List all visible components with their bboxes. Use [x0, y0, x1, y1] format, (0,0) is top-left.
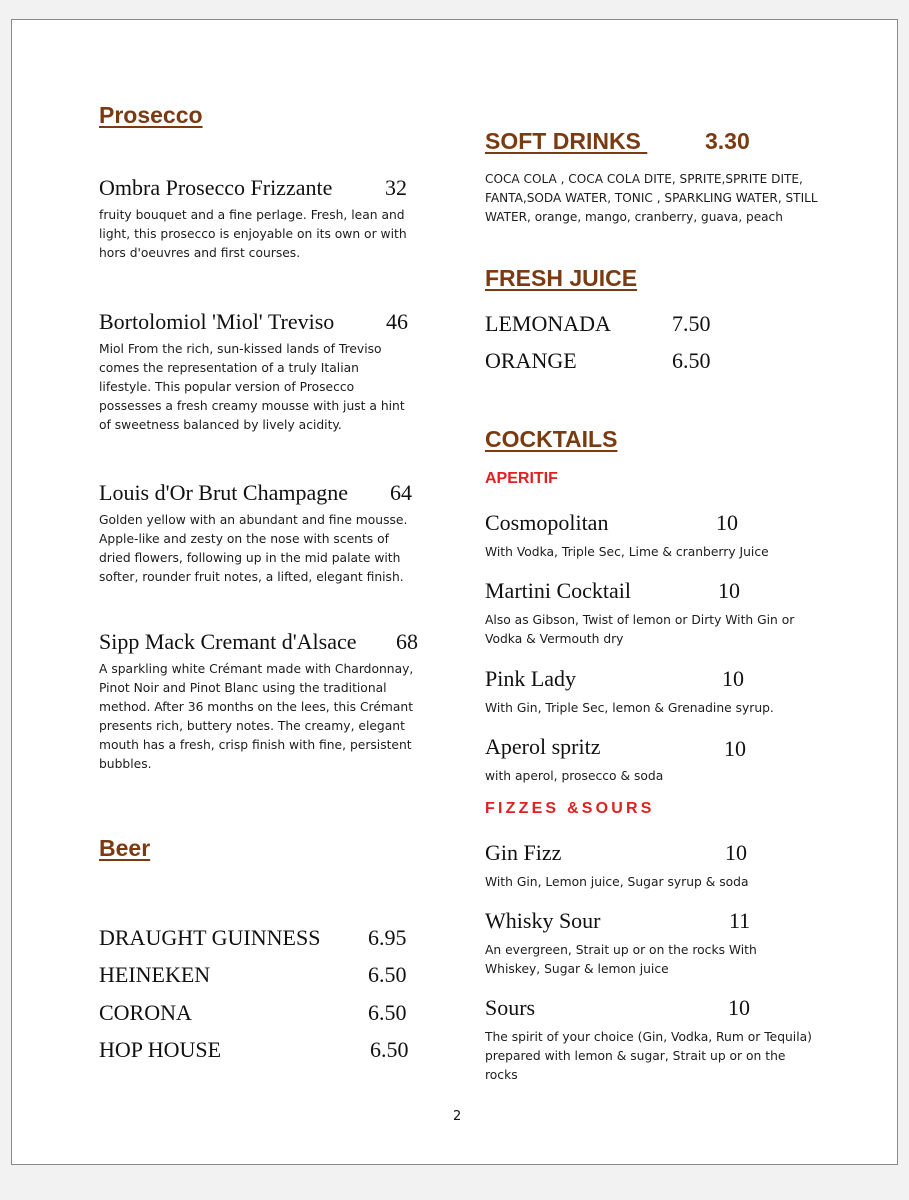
prosecco-item-desc: A sparkling white Crémant made with Chardonnay, Pinot Noir and Pinot Blanc using the traditional method. After 36 months on the lees, this Crémant presents rich, buttery notes. The creamy, elegant mouth has a fresh, crisp finish with fine, persistent bubbles.	[99, 662, 414, 771]
cocktail-price: 10	[718, 578, 740, 603]
prosecco-item-price: 68	[396, 629, 418, 654]
prosecco-item-name: Bortolomiol 'Miol' Treviso	[99, 309, 335, 334]
cocktail-name: Gin Fizz	[485, 840, 562, 865]
beer-item-price: 6.50	[370, 1037, 409, 1062]
beer-item-price: 6.50	[368, 962, 407, 987]
fresh-juice-heading: FRESH JUICE	[485, 265, 638, 291]
cocktail-price: 11	[729, 908, 751, 933]
juice-item-price: 7.50	[672, 311, 711, 336]
cocktail-desc: With Gin, Lemon juice, Sugar syrup & soda	[485, 875, 749, 889]
soft-drinks-desc: COCA COLA , COCA COLA DITE, SPRITE,SPRITE DITE, FANTA,SODA WATER, TONIC , SPARKLING WATER, STILL WATER, orange, mango, cranberry, guava, peach	[485, 172, 818, 224]
juice-item-name: ORANGE	[485, 348, 577, 373]
beer-item-name: HEINEKEN	[99, 962, 211, 987]
cocktail-desc: With Vodka, Triple Sec, Lime & cranberry Juice	[485, 545, 769, 559]
page-number: 2	[453, 1109, 462, 1124]
cocktail-name: Aperol spritz	[485, 734, 601, 759]
prosecco-item-desc: Golden yellow with an abundant and fine mousse. Apple-like and zesty on the nose with scents of dried flowers, following up in the mid palate with softer, rounder fruit notes, a lifted, elegant finish.	[99, 513, 408, 584]
beer-item-name: CORONA	[99, 1000, 192, 1025]
menu-page	[11, 19, 898, 1165]
fizzes-subheading: FIZZES &SOURS	[485, 800, 655, 817]
prosecco-item-price: 32	[385, 175, 407, 200]
cocktail-price: 10	[725, 840, 747, 865]
cocktails-heading: COCKTAILS	[485, 426, 618, 452]
soft-drinks-heading: SOFT DRINKS	[485, 128, 648, 154]
cocktail-name: Cosmopolitan	[485, 510, 609, 535]
prosecco-item-desc: fruity bouquet and a fine perlage. Fresh, lean and light, this prosecco is enjoyable on its own or with hors d'oeuvres and first courses.	[99, 208, 407, 260]
cocktail-price: 10	[722, 666, 744, 691]
prosecco-item-price: 64	[390, 480, 412, 505]
prosecco-item-desc: Miol From the rich, sun-kissed lands of Treviso comes the representation of a truly Italian lifestyle. This popular version of Prosecco possesses a fresh creamy mousse with just a hint of sweetness balanced by lively acidity.	[99, 342, 405, 432]
prosecco-item-price: 46	[386, 309, 408, 334]
cocktail-price: 10	[716, 510, 738, 535]
cocktail-name: Pink Lady	[485, 666, 577, 691]
beer-item-price: 6.95	[368, 925, 407, 950]
cocktail-desc: The spirit of your choice (Gin, Vodka, Rum or Tequila) prepared with lemon & sugar, Strait up or on the rocks	[485, 1030, 812, 1082]
cocktail-desc: With Gin, Triple Sec, lemon & Grenadine syrup.	[485, 701, 774, 715]
cocktail-name: Sours	[485, 995, 536, 1020]
beer-item-name: HOP HOUSE	[99, 1037, 222, 1062]
cocktail-name: Martini Cocktail	[485, 578, 632, 603]
cocktail-name: Whisky Sour	[485, 908, 601, 933]
aperitif-subheading: APERITIF	[485, 470, 558, 487]
cocktail-desc: with aperol, prosecco & soda	[485, 769, 664, 783]
prosecco-item-name: Sipp Mack Cremant d'Alsace	[99, 629, 357, 654]
prosecco-item-name: Ombra Prosecco Frizzante	[99, 175, 333, 200]
cocktail-desc: An evergreen, Strait up or on the rocks With Whiskey, Sugar & lemon juice	[485, 943, 757, 976]
juice-item-name: LEMONADA	[485, 311, 611, 336]
soft-drinks-price: 3.30	[705, 128, 750, 154]
cocktail-price: 10	[728, 995, 750, 1020]
beer-item-price: 6.50	[368, 1000, 407, 1025]
prosecco-heading: Prosecco	[99, 102, 203, 128]
beer-heading: Beer	[99, 835, 151, 861]
juice-item-price: 6.50	[672, 348, 711, 373]
cocktail-price: 10	[724, 736, 746, 761]
beer-item-name: DRAUGHT GUINNESS	[99, 925, 321, 950]
cocktail-desc: Also as Gibson, Twist of lemon or Dirty With Gin or Vodka & Vermouth dry	[485, 613, 795, 646]
prosecco-item-name: Louis d'Or Brut Champagne	[99, 480, 348, 505]
